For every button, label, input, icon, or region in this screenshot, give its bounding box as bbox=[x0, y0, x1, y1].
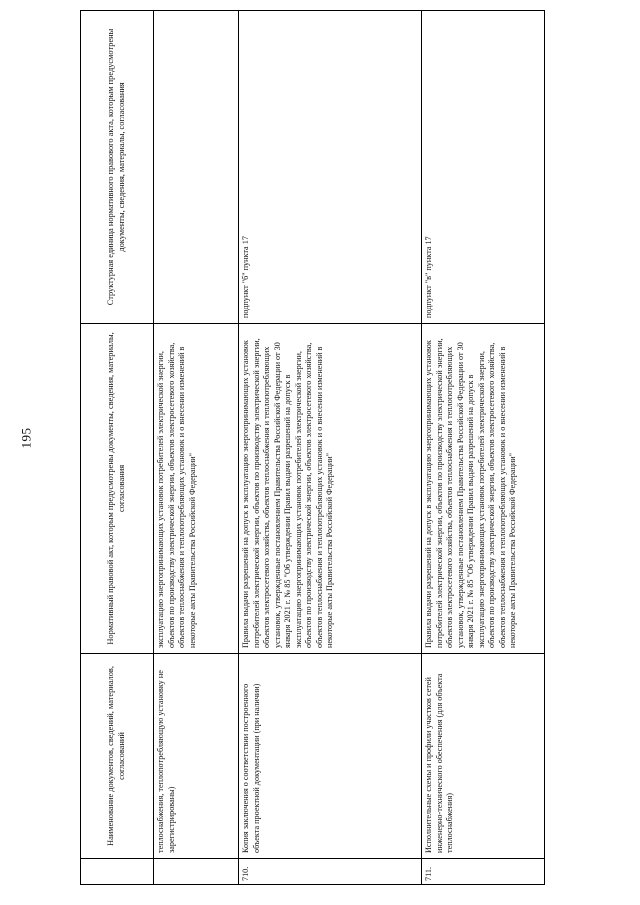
table-row bbox=[154, 11, 239, 885]
header-structural-unit: Структурная единица нормативного правового акта, которым предусмотрены документы, сведения, материалы, согласования bbox=[81, 11, 154, 324]
row-document-name: Исполнительные схемы и профили участков сетей инженерно-технического обеспечения (для объекта теплоснабжения) bbox=[422, 654, 545, 859]
row-normative-act: Правила выдачи разрешений на допуск в эксплуатацию энергопринимающих установок потребителей электрической энергии, объектов по производству электрической энергии, объектов электросетевого хозяйства, объектов теплоснабжения и теплопотребляющих установок, утвержденные постановлением Правительства Российской Федерации от 30 января 2021 г. № 85 "Об утверждении Правил выдачи разрешений на допуск в эксплуатацию энергопринимающих установок потребителей электрической энергии, объектов по производству электрической энергии, объектов электросетевого хозяйства, объектов теплоснабжения и теплопотребляющих установок и о внесении изменений в некоторые акты Правительства Российской Федерации" bbox=[239, 324, 422, 654]
row-number bbox=[154, 859, 239, 885]
table-row bbox=[422, 11, 545, 885]
table-row bbox=[239, 11, 422, 885]
row-structural-unit bbox=[154, 11, 239, 324]
row-document-name: теплоснабжения, теплопотребляющую установку не зарегистрированы) bbox=[154, 654, 239, 859]
table-header-row bbox=[81, 11, 154, 885]
header-normative-act: Нормативный правовой акт, которым предусмотрены документы, сведения, материалы, согласования bbox=[81, 324, 154, 654]
header-number bbox=[81, 859, 154, 885]
row-structural-unit: подпункт "в" пункта 17 bbox=[422, 11, 545, 324]
header-document-name: Наименование документов, сведений, материалов, согласований bbox=[81, 654, 154, 859]
page-number: 195 bbox=[18, 427, 34, 449]
row-number: 711. bbox=[422, 859, 545, 885]
row-normative-act: эксплуатацию энергопринимающих установок потребителей электрической энергии, объектов по производству электрической энергии, объектов электросетевого хозяйства, объектов теплоснабжения и теплопотребляющих установок и о внесении изменений в некоторые акты Правительства Российской Федерации" bbox=[154, 324, 239, 654]
row-number: 710. bbox=[239, 859, 422, 885]
row-structural-unit: подпункт "б" пункта 17 bbox=[239, 11, 422, 324]
requirements-table bbox=[80, 10, 545, 885]
row-document-name: Копия заключения о соответствии построенного объекта проектной документации (при наличии) bbox=[239, 654, 422, 859]
rotated-table-container bbox=[80, 10, 545, 885]
row-normative-act: Правила выдачи разрешений на допуск в эксплуатацию энергопринимающих установок потребителей электрической энергии, объектов по производству электрической энергии, объектов электросетевого хозяйства, объектов теплоснабжения и теплопотребляющих установок, утвержденные постановлением Правительства Российской Федерации от 30 января 2021 г. № 85 "Об утверждении Правил выдачи разрешений на допуск в эксплуатацию энергопринимающих установок потребителей электрической энергии, объектов по производству электрической энергии, объектов электросетевого хозяйства, объектов теплоснабжения и теплопотребляющих установок и о внесении изменений в некоторые акты Правительства Российской Федерации" bbox=[422, 324, 545, 654]
